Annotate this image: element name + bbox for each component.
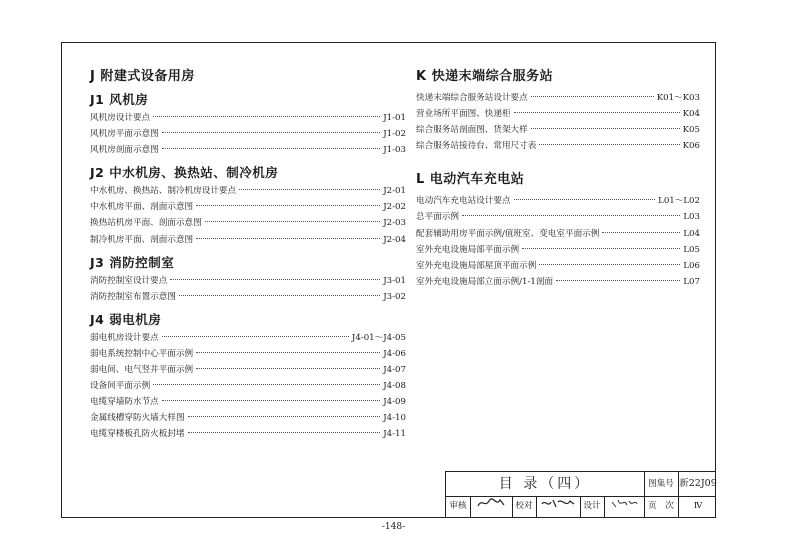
dot-leader bbox=[162, 336, 349, 337]
toc-entry-j2-01[interactable] bbox=[90, 183, 406, 199]
section-l-heading: L 电动汽车充电站 bbox=[416, 172, 525, 188]
toc-entry-j4-11[interactable] bbox=[90, 426, 406, 442]
atlas-number-value: 新22J09 bbox=[679, 478, 717, 489]
entry-title: 消防控制室设计要点 bbox=[90, 275, 168, 286]
toc-entry-j3-01[interactable] bbox=[90, 273, 406, 289]
dot-leader bbox=[539, 144, 679, 145]
entry-code: J4-09 bbox=[383, 397, 406, 408]
toc-entry-l07[interactable] bbox=[416, 274, 700, 290]
entry-title: 快递末端综合服务站设计要点 bbox=[416, 93, 528, 103]
toc-entry-j4-10[interactable] bbox=[90, 410, 406, 426]
entry-title: 综合服务站接待台、常用尺寸表 bbox=[416, 141, 537, 152]
toc-entry-j4-08[interactable] bbox=[90, 378, 406, 394]
dot-leader bbox=[514, 199, 656, 200]
entry-title: 中水机房、换热站、制冷机房设计要点 bbox=[90, 186, 237, 197]
toc-entry-j2-02[interactable] bbox=[90, 199, 406, 215]
toc-entry-k05[interactable] bbox=[416, 122, 700, 138]
dot-leader bbox=[602, 232, 680, 233]
dot-leader bbox=[514, 112, 680, 113]
entry-title: 配套辅助用房平面示例/值班室、变电室平面示例 bbox=[416, 228, 600, 239]
page-order-value: Ⅳ bbox=[693, 501, 703, 511]
dot-leader bbox=[153, 384, 380, 385]
dot-leader bbox=[196, 238, 380, 239]
toc-entry-k06[interactable] bbox=[416, 138, 700, 154]
title-block-row-bottom bbox=[446, 496, 716, 517]
entry-code: L07 bbox=[683, 276, 700, 287]
entry-title: 中水机房平面、剖面示意图 bbox=[90, 202, 194, 213]
section-j-heading: J 附建式设备用房 bbox=[90, 69, 195, 84]
entry-code: J1-02 bbox=[383, 129, 406, 140]
dot-leader bbox=[153, 116, 380, 117]
entry-code: K04 bbox=[682, 109, 700, 120]
entry-code: L03 bbox=[683, 212, 700, 223]
entry-title: 设备间平面示例 bbox=[90, 381, 151, 392]
dot-leader bbox=[196, 352, 380, 353]
toc-entry-j1-01[interactable] bbox=[90, 110, 406, 126]
toc-entry-j1-02[interactable] bbox=[90, 126, 406, 142]
dot-leader bbox=[539, 264, 680, 265]
entry-code: J1-03 bbox=[383, 145, 406, 156]
entry-title: 室外充电设施局部平面示例 bbox=[416, 244, 520, 255]
entry-code: J2-03 bbox=[383, 218, 406, 229]
entry-title: 风机房设计要点 bbox=[90, 113, 151, 123]
entry-code: K01～K03 bbox=[656, 93, 700, 103]
dot-leader bbox=[196, 205, 380, 206]
entry-code: L06 bbox=[683, 260, 700, 271]
proof-signature-icon bbox=[536, 496, 581, 517]
dot-leader bbox=[556, 280, 680, 281]
entry-code: K06 bbox=[682, 141, 700, 152]
dot-leader bbox=[162, 132, 380, 133]
title-block bbox=[445, 471, 716, 517]
entry-title: 金属线槽穿防火墙大样图 bbox=[90, 413, 185, 424]
entry-title: 营业场所平面图、快递柜 bbox=[416, 109, 511, 120]
entry-title: 电动汽车充电站设计要点 bbox=[416, 196, 511, 207]
entry-code: J2-01 bbox=[383, 186, 406, 197]
dot-leader bbox=[162, 400, 380, 401]
section-gap bbox=[416, 154, 700, 168]
dot-leader bbox=[531, 96, 654, 97]
entry-title: 室外充电设施局部立面示例/1-1剖面 bbox=[416, 276, 554, 287]
entry-code: J3-01 bbox=[383, 275, 406, 286]
entry-code: J1-01 bbox=[383, 113, 406, 123]
dot-leader bbox=[462, 215, 680, 216]
subsection-j1-heading: J1 风机房 bbox=[90, 92, 149, 107]
toc-entry-j4-06[interactable] bbox=[90, 346, 406, 362]
toc-entry-k04[interactable] bbox=[416, 106, 700, 122]
dot-leader bbox=[188, 432, 381, 433]
subsection-j2-heading: J2 中水机房、换热站、制冷机房 bbox=[90, 165, 279, 181]
toc-entry-l06[interactable] bbox=[416, 258, 700, 274]
toc-entry-l03[interactable] bbox=[416, 209, 700, 225]
toc-entry-j4-01[interactable] bbox=[90, 330, 406, 346]
toc-entry-l01[interactable] bbox=[416, 193, 700, 209]
toc-entry-k01[interactable] bbox=[416, 90, 700, 106]
entry-title: 制冷机房平面、剖面示意图 bbox=[90, 234, 194, 245]
entry-code: J4-08 bbox=[383, 381, 406, 392]
entry-title: 弱电机房设计要点 bbox=[90, 332, 159, 343]
entry-title: 室外充电设施局部屋顶平面示例 bbox=[416, 260, 537, 271]
dot-leader bbox=[179, 295, 380, 296]
dot-leader bbox=[170, 279, 380, 280]
dot-leader bbox=[205, 221, 381, 222]
entry-code: J4-11 bbox=[383, 429, 406, 440]
subsection-j3-heading: J3 消防控制室 bbox=[90, 254, 175, 270]
entry-code: L01～L02 bbox=[658, 196, 700, 207]
atlas-number-label: 图集号 bbox=[644, 472, 679, 496]
catalog-title: 目 录（四） bbox=[446, 472, 645, 496]
page-order-label: 页 次 bbox=[644, 496, 679, 517]
toc-entry-j2-03[interactable] bbox=[90, 215, 406, 231]
dot-leader bbox=[196, 368, 380, 369]
toc-entry-j1-03[interactable] bbox=[90, 142, 406, 158]
review-signature-icon bbox=[470, 496, 513, 517]
toc-entry-l05[interactable] bbox=[416, 242, 700, 258]
dot-leader bbox=[162, 148, 380, 149]
dot-leader bbox=[522, 248, 680, 249]
design-label: 设计 bbox=[580, 496, 605, 517]
toc-entry-l04[interactable] bbox=[416, 226, 700, 242]
entry-title: 消防控制室布置示意图 bbox=[90, 291, 176, 302]
drawing-frame bbox=[61, 42, 716, 518]
title-block-row-top bbox=[446, 472, 716, 497]
entry-code: J2-04 bbox=[383, 234, 406, 245]
entry-code: J2-02 bbox=[383, 202, 406, 213]
right-column bbox=[416, 65, 700, 290]
dot-leader bbox=[531, 128, 680, 129]
entry-title: 风机房剖面示意图 bbox=[90, 145, 159, 156]
entry-code: K05 bbox=[682, 125, 700, 136]
entry-code: J4-01～J4-05 bbox=[351, 332, 406, 343]
design-signature-icon bbox=[604, 496, 645, 517]
entry-code: J4-07 bbox=[383, 365, 406, 376]
entry-code: J4-06 bbox=[383, 348, 406, 359]
entry-title: 风机房平面示意图 bbox=[90, 129, 159, 140]
entry-title: 综合服务站剖面图、货架大样 bbox=[416, 125, 528, 136]
entry-title: 电缆穿墙防水节点 bbox=[90, 397, 159, 408]
dot-leader bbox=[188, 416, 381, 417]
entry-title: 弱电系统控制中心平面示例 bbox=[90, 348, 194, 359]
entry-code: L05 bbox=[683, 244, 700, 255]
entry-title: 电缆穿楼板孔防火板封堵 bbox=[90, 429, 185, 440]
toc-entry-j3-02[interactable] bbox=[90, 289, 406, 305]
proof-label: 校对 bbox=[512, 496, 537, 517]
page-number: -148- bbox=[381, 522, 406, 532]
entry-code: L04 bbox=[683, 228, 700, 239]
entry-code: J3-02 bbox=[383, 291, 406, 302]
toc-entry-j2-04[interactable] bbox=[90, 232, 406, 248]
subsection-j4-heading: J4 弱电机房 bbox=[90, 311, 162, 327]
toc-entry-j4-07[interactable] bbox=[90, 362, 406, 378]
toc-entry-j4-09[interactable] bbox=[90, 394, 406, 410]
left-column bbox=[90, 65, 406, 443]
entry-code: J4-10 bbox=[383, 413, 406, 424]
entry-title: 总平面示例 bbox=[416, 212, 459, 223]
entry-title: 弱电间、电气竖井平面示例 bbox=[90, 365, 194, 376]
dot-leader bbox=[239, 189, 380, 190]
review-label: 审核 bbox=[446, 496, 471, 517]
section-k-heading: K 快递末端综合服务站 bbox=[416, 69, 554, 84]
entry-title: 换热站机房平面、剖面示意图 bbox=[90, 218, 202, 229]
